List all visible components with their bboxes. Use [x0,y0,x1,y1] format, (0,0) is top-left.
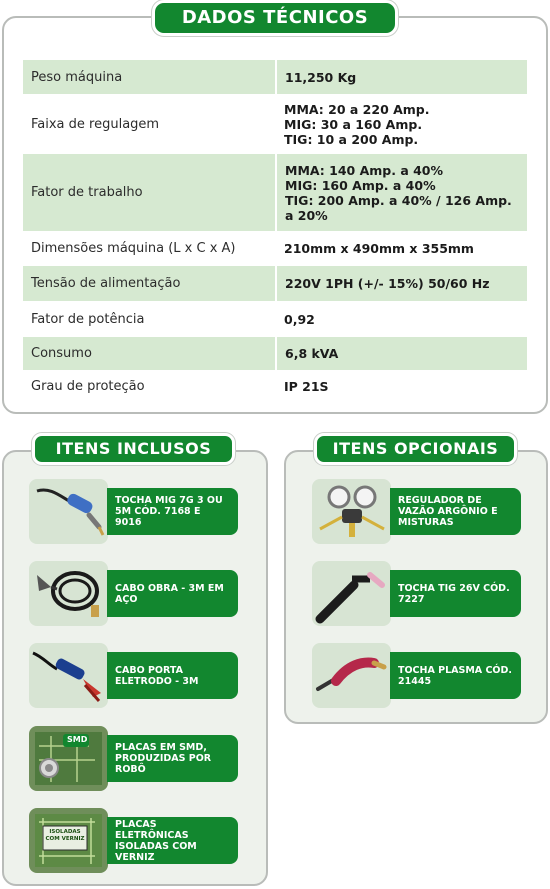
smd-badge: SMD [67,735,88,744]
varnished-board-icon [29,808,108,873]
spec-value: 11,250 Kg [276,60,527,94]
spec-label: Faixa de regulagem [31,116,160,132]
varnish-badge: ISOLADAS COM VERNIZ [45,829,85,842]
spec-value: 220V 1PH (+/- 15%) 50/60 Hz [276,266,527,301]
spec-value: MMA: 20 a 220 Amp. MIG: 30 a 160 Amp. TIG: 10 a 200 Amp. [284,101,430,147]
technical-data-table [23,60,527,402]
spec-value: 6,8 kVA [276,337,527,370]
gas-regulator-icon [312,479,391,544]
spec-label: Tensão de alimentação [23,266,276,301]
spec-label: Dimensões máquina (L x C x A) [31,241,236,256]
ground-clamp-icon [29,561,108,626]
table-row [23,231,527,266]
included-item-label: CABO OBRA - 3M EM AÇO [107,570,238,617]
table-row [23,60,527,94]
optional-item-label: TOCHA TIG 26V CÓD. 7227 [390,570,521,617]
table-row [23,370,527,402]
included-item-label: CABO PORTA ELETRODO - 3M [107,652,238,699]
table-row [23,154,527,231]
electrode-holder-icon [29,643,108,708]
optional-item-label: REGULADOR DE VAZÃO ARGÔNIO E MISTURAS [390,488,521,535]
spec-label: Grau de proteção [31,378,145,394]
mig-torch-icon [29,479,108,544]
spec-label: Consumo [23,337,276,370]
spec-label: Peso máquina [23,60,276,94]
spec-value: IP 21S [284,378,329,394]
smd-board-icon [29,726,108,791]
spec-value: 0,92 [284,311,315,327]
technical-data-title: DADOS TÉCNICOS [152,0,398,36]
table-row [23,337,527,370]
table-row [23,301,527,337]
included-item-label: TOCHA MIG 7G 3 OU 5M CÓD. 7168 E 9016 [107,488,238,535]
table-row [23,94,527,154]
included-item-label: PLACAS ELETRÔNICAS ISOLADAS COM VERNIZ [107,817,238,864]
optional-item-label: TOCHA PLASMA CÓD. 21445 [390,652,521,699]
included-items-title: ITENS INCLUSOS [32,433,235,465]
plasma-torch-icon [312,643,391,708]
tig-torch-icon [312,561,391,626]
optional-items-title: ITENS OPCIONAIS [314,433,517,465]
spec-label: Fator de trabalho [23,154,276,231]
included-item-label: PLACAS EM SMD, PRODUZIDAS POR ROBÔ [107,735,238,782]
spec-value: 210mm x 490mm x 355mm [284,241,474,256]
table-row [23,266,527,301]
spec-label: Fator de potência [31,311,145,327]
spec-value: MMA: 140 Amp. a 40% MIG: 160 Amp. a 40% TIG: 200 Amp. a 40% / 126 Amp. a 20% [276,154,527,231]
